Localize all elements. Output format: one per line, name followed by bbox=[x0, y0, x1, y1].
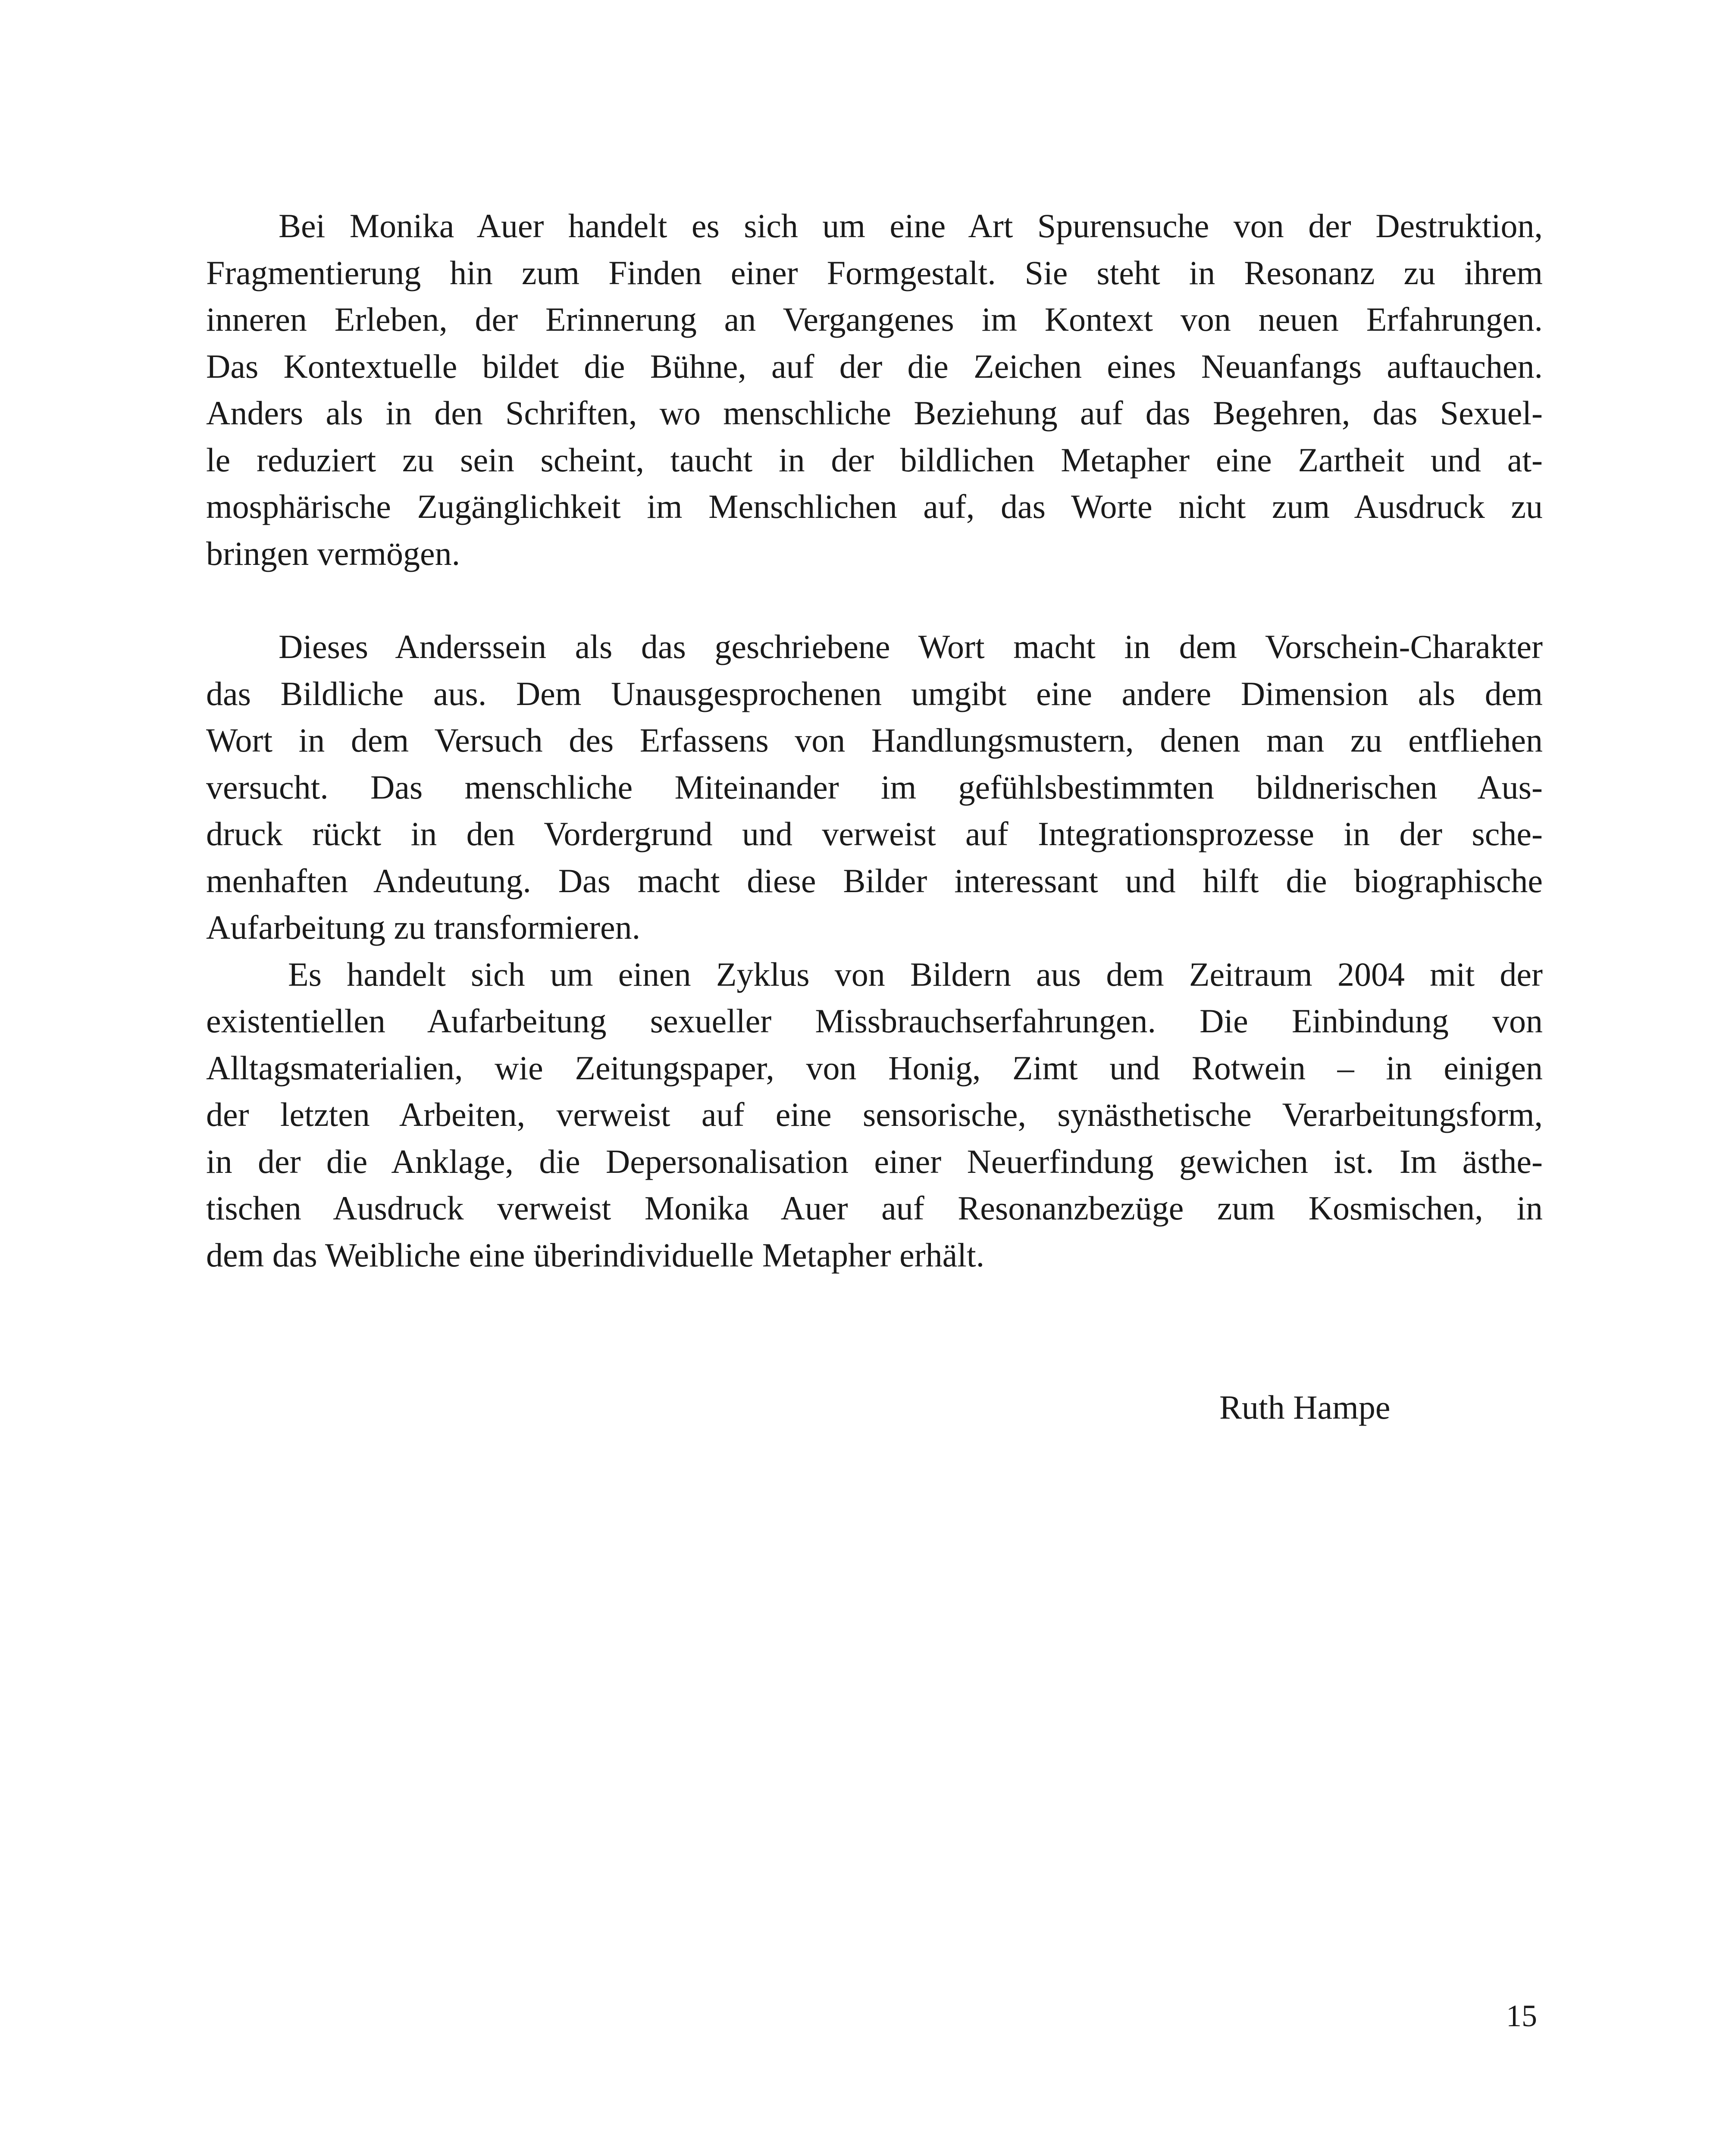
text-line: Aufarbeitung zu transformieren. bbox=[206, 909, 641, 946]
text-line: Anders als in den Schriften, wo menschliche Beziehung auf das Begehren, das Sexuel- bbox=[206, 394, 1543, 432]
paragraph-1 bbox=[206, 203, 1543, 577]
text-line: dem das Weibliche eine überindividuelle Metapher erhält. bbox=[206, 1236, 985, 1274]
text-line: Es handelt sich um einen Zyklus von Bildern aus dem Zeitraum 2004 mit der bbox=[288, 955, 1543, 993]
text-line: Bei Monika Auer handelt es sich um eine Art Spurensuche von der Destruktion, bbox=[279, 207, 1543, 244]
text-line: le reduziert zu sein scheint, taucht in der bildlichen Metapher eine Zartheit und at- bbox=[206, 441, 1543, 479]
body-text bbox=[206, 203, 1543, 1279]
text-line: versucht. Das menschliche Miteinander im gefühlsbestimmten bildnerischen Aus- bbox=[206, 768, 1543, 806]
text-line: in der die Anklage, die Depersonalisation einer Neuerfindung gewichen ist. Im ästhe- bbox=[206, 1142, 1543, 1180]
text-line: das Bildliche aus. Dem Unausgesprochenen umgibt eine andere Dimension als dem bbox=[206, 674, 1543, 712]
page-number: 15 bbox=[1506, 1999, 1537, 2033]
text-line: Dieses Anderssein als das geschriebene Wort macht in dem Vorschein-Charakter bbox=[279, 628, 1543, 665]
paragraph-3 bbox=[206, 951, 1543, 1279]
text-line: der letzten Arbeiten, verweist auf eine sensorische, synästhetische Verarbeitungsform, bbox=[206, 1096, 1543, 1133]
text-line: druck rückt in den Vordergrund und verweist auf Integrationsprozesse in der sche- bbox=[206, 815, 1543, 852]
author-signature: Ruth Hampe bbox=[1219, 1388, 1391, 1426]
text-line: bringen vermögen. bbox=[206, 534, 460, 572]
text-line: Wort in dem Versuch des Erfassens von Handlungsmustern, denen man zu entfliehen bbox=[206, 721, 1543, 759]
text-line: existentiellen Aufarbeitung sexueller Missbrauchserfahrungen. Die Einbindung von bbox=[206, 1002, 1543, 1040]
text-line: Alltagsmaterialien, wie Zeitungspaper, von Honig, Zimt und Rotwein – in einigen bbox=[206, 1049, 1543, 1087]
text-line: Fragmentierung hin zum Finden einer Formgestalt. Sie steht in Resonanz zu ihrem bbox=[206, 254, 1543, 291]
text-line: Das Kontextuelle bildet die Bühne, auf der die Zeichen eines Neuanfangs auftauchen. bbox=[206, 347, 1543, 385]
text-line: inneren Erleben, der Erinnerung an Vergangenes im Kontext von neuen Erfahrungen. bbox=[206, 301, 1543, 338]
text-line: tischen Ausdruck verweist Monika Auer auf Resonanzbezüge zum Kosmischen, in bbox=[206, 1189, 1543, 1227]
text-line: menhaften Andeutung. Das macht diese Bilder interessant und hilft die biographische bbox=[206, 862, 1543, 899]
paragraph-2 bbox=[206, 624, 1543, 951]
paragraph-gap bbox=[206, 577, 1543, 624]
text-line: mosphärische Zugänglichkeit im Menschlichen auf, das Worte nicht zum Ausdruck zu bbox=[206, 488, 1543, 525]
